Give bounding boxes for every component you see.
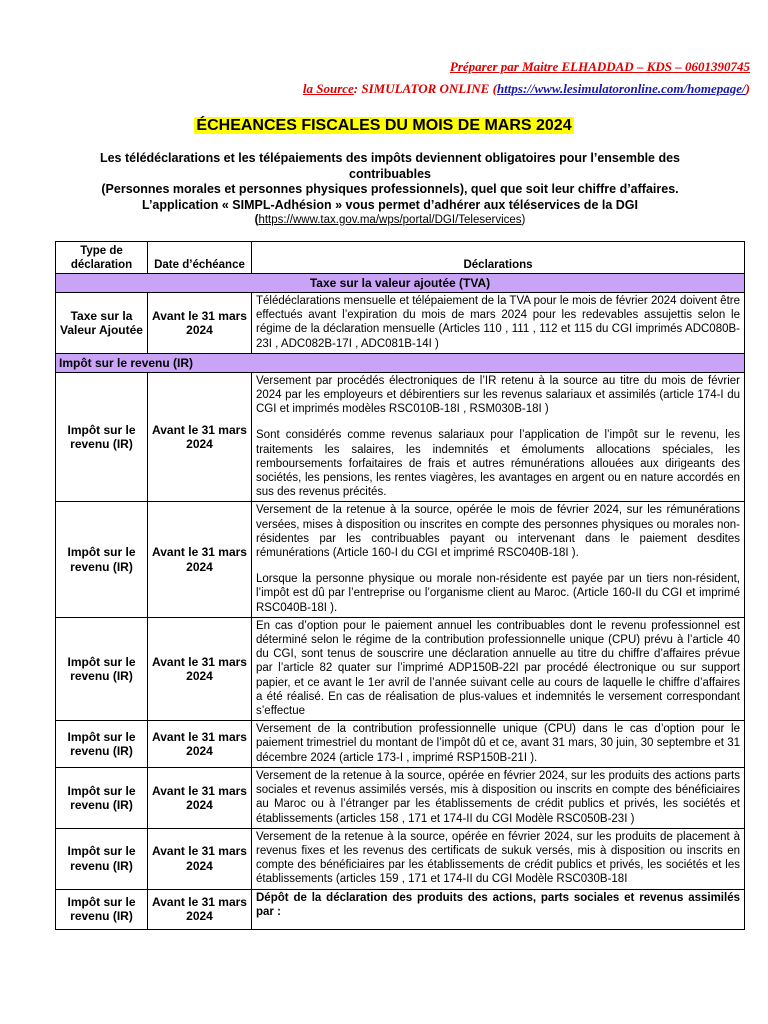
page-title: ÉCHEANCES FISCALES DU MOIS DE MARS 2024	[196, 117, 572, 134]
row-date: Avant le 31 mars 2024	[148, 617, 252, 720]
intro-line-3: L’application « SIMPL-Adhésion » vous permet d’adhérer aux téléservices de la DGI	[142, 197, 638, 212]
page-title-wrap	[0, 117, 768, 135]
table-header	[56, 242, 745, 274]
source-label: la Source	[302, 81, 354, 96]
intro-line-2: (Personnes morales et personnes physiques professionnels), quel que soit leur chiffre d’affaires.	[101, 182, 679, 196]
source-line	[303, 81, 750, 97]
row-date: Avant le 31 mars 2024	[148, 372, 252, 502]
table-row	[56, 502, 745, 617]
row-type: Taxe sur la Valeur Ajoutée	[56, 293, 148, 354]
header-declarations: Déclarations	[252, 242, 745, 274]
row-date: Avant le 31 mars 2024	[148, 293, 252, 354]
section-row-tva	[56, 274, 745, 293]
section-row-ir	[56, 353, 745, 372]
row-desc-p1: Versement par procédés électroniques de l’IR retenu à la source au titre du mois de février 2024 par les employeurs et débirentiers sur les revenus salariaux et assimilés (article 174-I du CGI et imprimés modèles RSC010B-18I , RSM030B-18I )	[256, 374, 740, 416]
intro-block	[60, 151, 720, 229]
row-type: Impôt sur le revenu (IR)	[56, 721, 148, 768]
row-desc-p2: Lorsque la personne physique ou morale non-résidente est payée par un tiers non-résident, l’impôt est dû par l’entreprise ou l’organisme client au Maroc. (Article 160-II du CGI et imprimé RSC040B-18I ).	[256, 573, 740, 614]
row-type: Impôt sur le revenu (IR)	[56, 767, 148, 828]
row-type: Impôt sur le revenu (IR)	[56, 502, 148, 617]
row-type: Impôt sur le revenu (IR)	[56, 617, 148, 720]
table-row	[56, 293, 745, 354]
link-close: )	[521, 214, 526, 226]
row-desc-p1: Versement de la retenue à la source, opérée le mois de février 2024, sur les rémunérations versées, mises à disposition ou inscrites en compte des personnes physiques ou morales non-résidentes par les contribuables payant ou intervenant dans le paiement desdites rémunérations (Article 160-I du CGI et imprimé RSC040B-18I ).	[256, 504, 740, 560]
table-row	[56, 889, 745, 929]
row-desc: Versement de la contribution professionnelle unique (CPU) dans le cas d’option pour le paiement trimestriel du montant de l’impôt dû et ce, avant 31 mars, 30 juin, 30 septembre et 31 décembre 2024 (article 173-I , imprimé RSP150B-21I ).	[252, 721, 745, 768]
intro-line-1: Les télédéclarations et les télépaiements des impôts deviennent obligatoires pour l’ensemble des contribuables	[99, 151, 681, 181]
source-close: )	[745, 81, 750, 96]
table-row	[56, 721, 745, 768]
row-type: Impôt sur le revenu (IR)	[56, 372, 148, 502]
row-desc: Versement de la retenue à la source, opérée en février 2024, sur les produits des actions parts sociales et revenus assimilés versés, mis à disposition ou inscrits en compte des bénéficiaires au Maroc ou à l’étranger par les établissements de crédit publics et privés, les sociétés et établissements (articles 158 , 171 et 174-II du CGI Modèle RSC050B-23I )	[252, 767, 745, 828]
row-desc: Dépôt de la déclaration des produits des actions, parts sociales et revenus assimilés par :	[252, 889, 745, 929]
author-line: Préparer par Maitre ELHADDAD – KDS – 0601390745	[449, 59, 750, 74]
source-link[interactable]: https://www.lesimulatoronline.com/homepage/	[496, 81, 746, 96]
dgi-teleservices-link[interactable]: https://www.tax.gov.ma/wps/portal/DGI/Teleservices	[258, 214, 522, 226]
table-row	[56, 828, 745, 889]
row-type: Impôt sur le revenu (IR)	[56, 889, 148, 929]
table-row	[56, 372, 745, 502]
header-type: Type de déclaration	[56, 242, 148, 274]
row-date: Avant le 31 mars 2024	[148, 767, 252, 828]
header-date: Date d’échéance	[148, 242, 252, 274]
row-desc-p2: Sont considérés comme revenus salariaux pour l’application de l’impôt sur le revenu, les traitements les salaires, les indemnités et émoluments allocations spéciales, les remboursements forfaitaires de frais et autres rémunérations allouées aux dirigeants des sociétés, les pensions, les rentes viagères, les avantages en argent ou en nature accordés en sus des revenus précités.	[256, 429, 740, 499]
table-row	[56, 617, 745, 720]
section-tva: Taxe sur la valeur ajoutée (TVA)	[56, 274, 745, 293]
row-desc: En cas d’option pour le paiement annuel les contribuables dont le revenu professionnel est déterminé selon le régime de la contribution professionnelle unique (CPU) prévu à l’article 40 du CGI, sont tenus de souscrire une déclaration annuelle au titre du chiffre d’affaires prévue par l’article 82 quater sur l’imprimé ADP150B-22I par procédé électronique ou sur support papier, et ce avant le 1er avril de l’année suivant celle au cours de laquelle le chiffre d’affaires a été réalisé. En cas de réalisation de plus-values et indemnités le versement correspondant s’effectue	[252, 617, 745, 720]
row-date: Avant le 31 mars 2024	[148, 502, 252, 617]
row-desc	[252, 502, 745, 617]
table-row	[56, 767, 745, 828]
row-type: Impôt sur le revenu (IR)	[56, 828, 148, 889]
row-date: Avant le 31 mars 2024	[148, 828, 252, 889]
row-desc: Versement de la retenue à la source, opérée en février 2024, sur les produits de placement à revenus fixes et les revenus des certificats de sukuk versés, mis à disposition ou inscrits en compte des bénéficiaires par les établissements de crédit publics et privés, les sociétés et les établissements (articles 159 , 171 et 174-II du CGI Modèle RSC030B-18I	[252, 828, 745, 889]
row-date: Avant le 31 mars 2024	[148, 889, 252, 929]
link-open: (	[254, 214, 259, 226]
section-ir: Impôt sur le revenu (IR)	[56, 353, 745, 372]
intro-source	[60, 213, 720, 229]
deadlines-table	[55, 241, 745, 930]
row-desc: Télédéclarations mensuelle et télépaiement de la TVA pour le mois de février 2024 doivent être effectués avant l’expiration du mois de mars 2024 pour les redevables assujettis selon le régime de la déclaration mensuelle (Articles 110 , 111 , 112 et 115 du CGI imprimés ADC080B-23I , ADC082B-17I , ADC081B-14I )	[252, 293, 745, 354]
source-name: : SIMULATOR ONLINE (	[353, 81, 497, 96]
row-date: Avant le 31 mars 2024	[148, 721, 252, 768]
row-desc	[252, 372, 745, 502]
